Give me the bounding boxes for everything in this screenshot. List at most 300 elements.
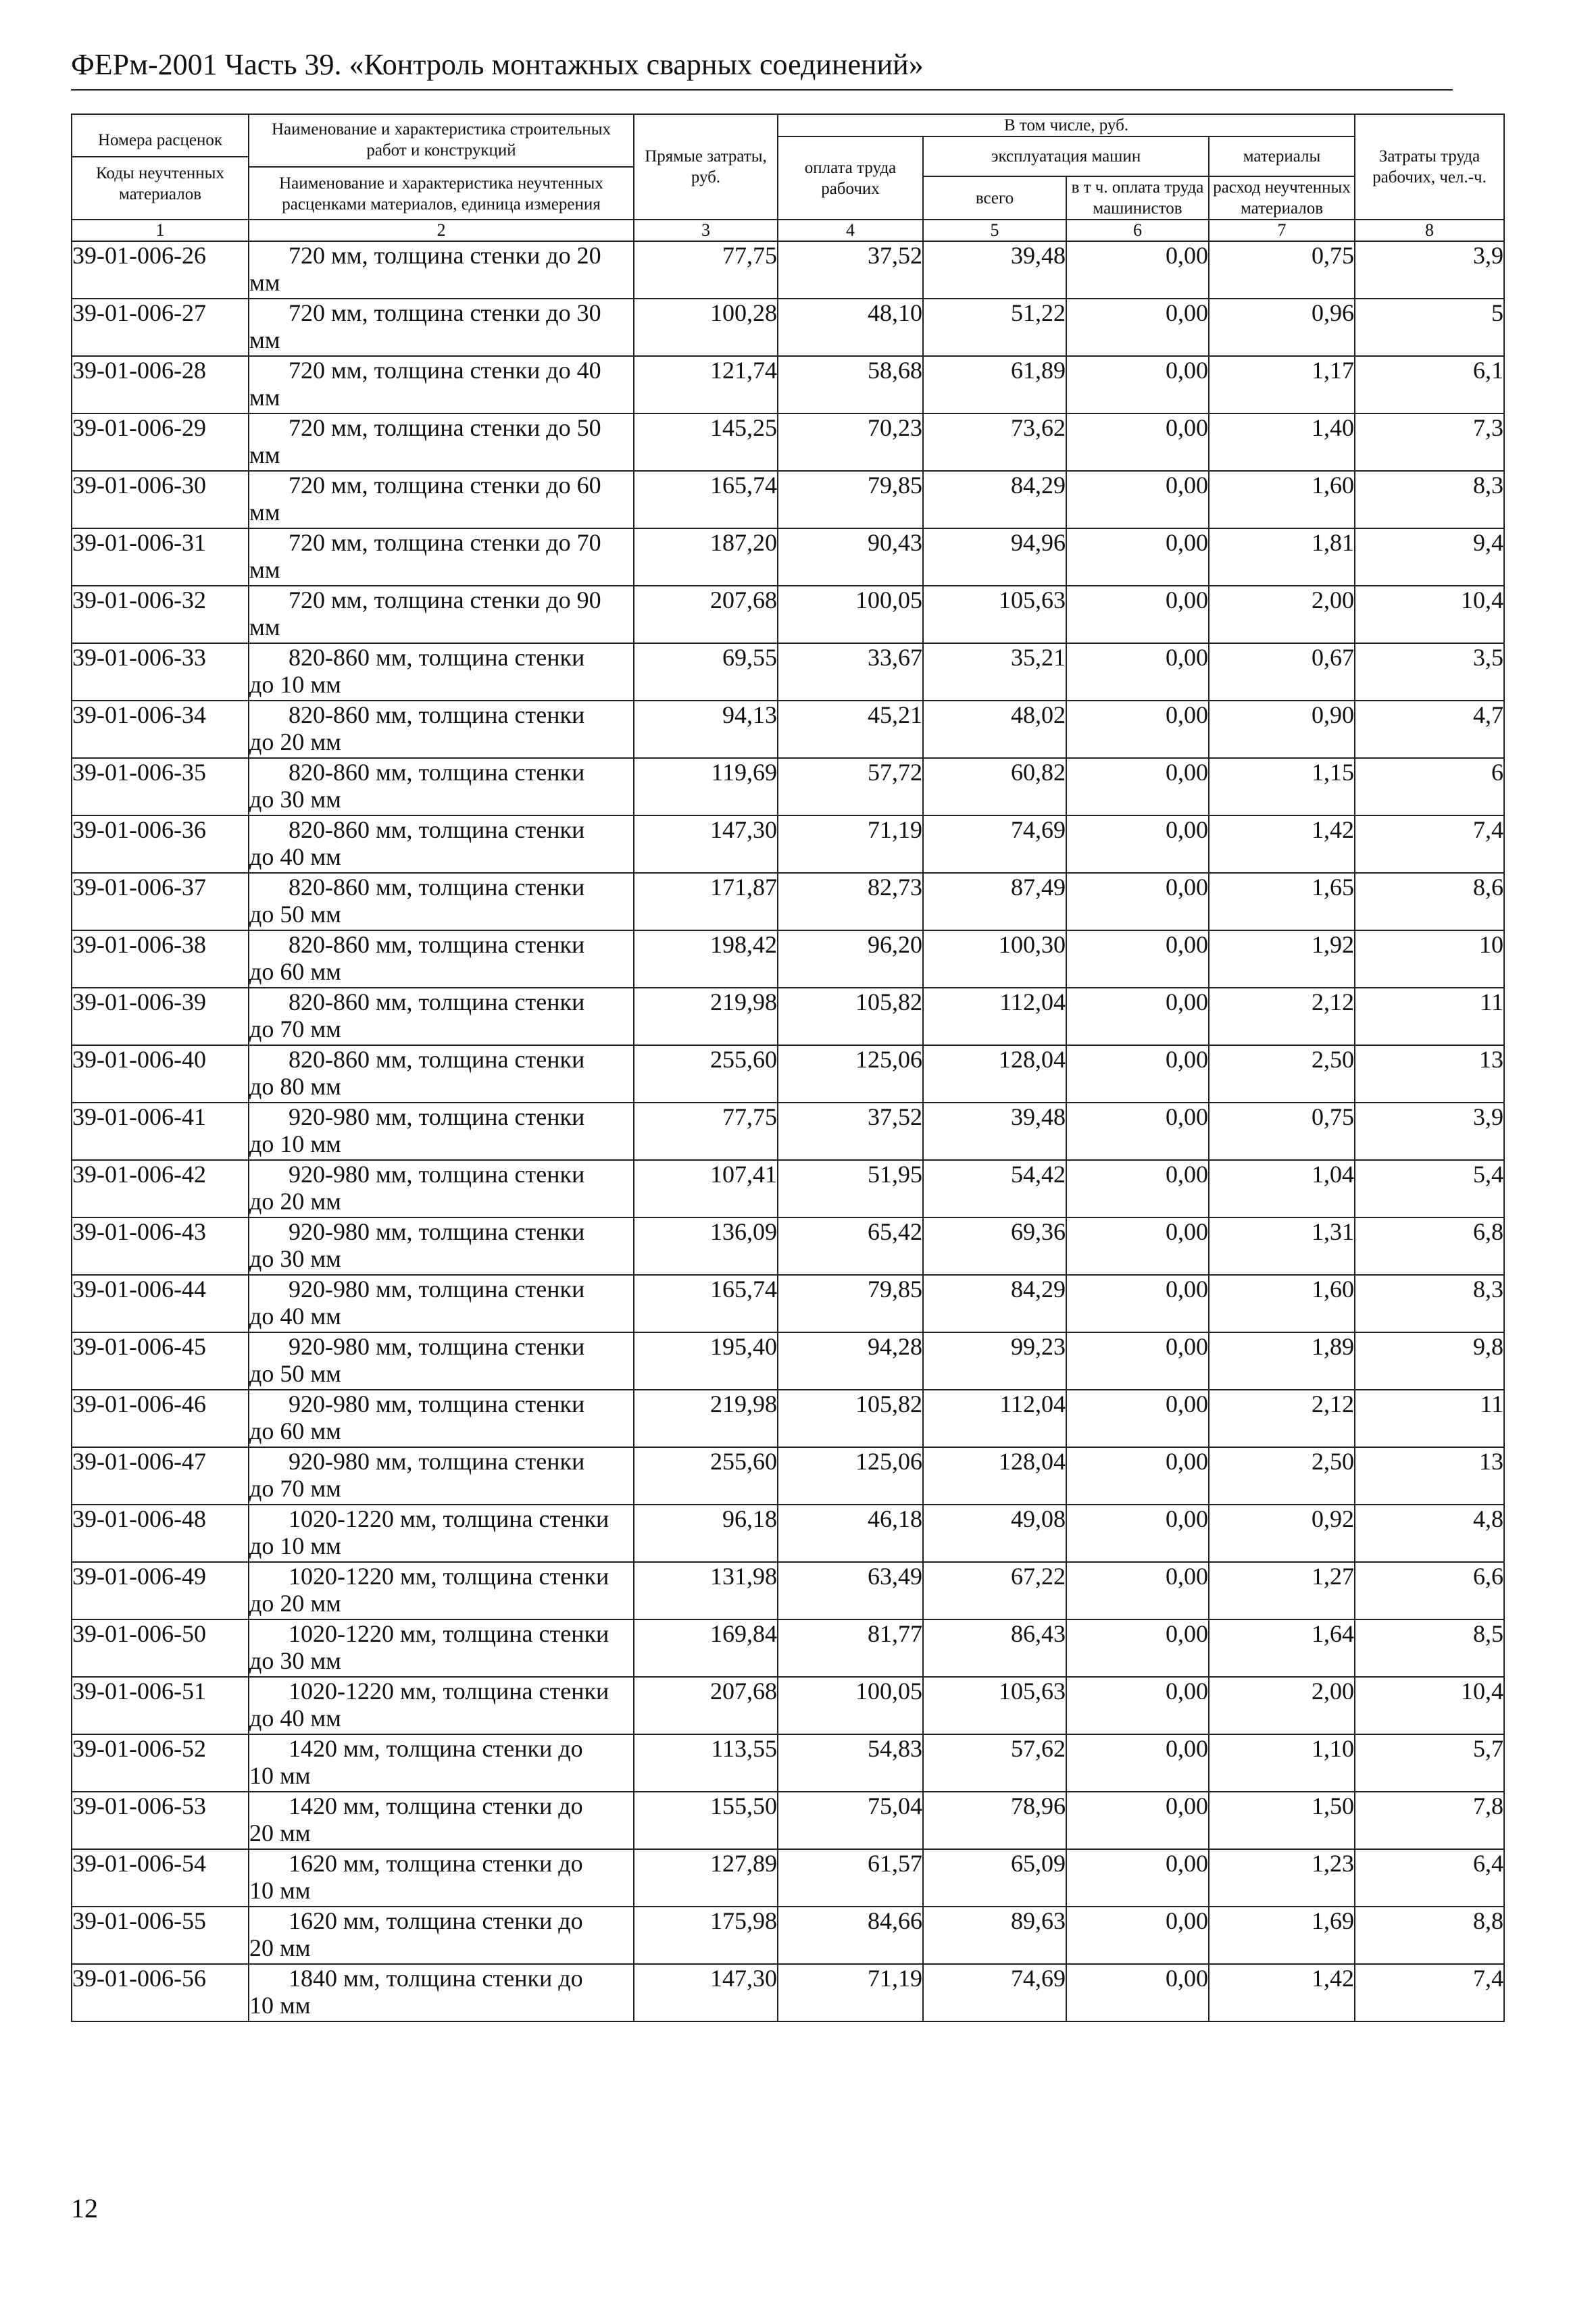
description-line-1: 720 мм, толщина стенки до 30 (289, 299, 601, 326)
header-direct-costs: Прямые затраты, руб. (634, 114, 778, 220)
labor-hours: 5,7 (1355, 1734, 1504, 1792)
rate-code: 39-01-006-36 (72, 815, 249, 873)
workers-wages: 100,05 (778, 1677, 923, 1734)
column-number: 1 (72, 220, 249, 241)
description-line-2: мм (249, 441, 280, 468)
machinists-wages: 0,00 (1066, 1045, 1209, 1103)
description-line-2: мм (249, 499, 280, 526)
work-description (249, 1332, 634, 1390)
description-line-1: 1620 мм, толщина стенки до (289, 1907, 583, 1934)
description-line-2: 10 мм (249, 1762, 311, 1789)
description-line-1: 820-860 мм, толщина стенки (289, 874, 585, 901)
description-line-1: 920-980 мм, толщина стенки (289, 1103, 585, 1130)
workers-wages: 79,85 (778, 471, 923, 528)
machinists-wages: 0,00 (1066, 758, 1209, 815)
direct-costs: 165,74 (634, 1275, 778, 1332)
header-codes (72, 114, 249, 220)
labor-hours: 3,9 (1355, 241, 1504, 299)
machines-total: 60,82 (923, 758, 1066, 815)
labor-hours: 7,8 (1355, 1792, 1504, 1849)
labor-hours: 7,4 (1355, 1964, 1504, 2021)
workers-wages: 63,49 (778, 1562, 923, 1619)
materials-consumption: 2,12 (1209, 988, 1355, 1045)
direct-costs: 219,98 (634, 988, 778, 1045)
header-rule (71, 89, 1453, 91)
labor-hours: 9,4 (1355, 528, 1504, 586)
table-row (72, 1332, 1504, 1390)
materials-consumption: 0,96 (1209, 299, 1355, 356)
materials-consumption: 1,10 (1209, 1734, 1355, 1792)
labor-hours: 4,8 (1355, 1505, 1504, 1562)
header-machines-group: эксплуатация машин (923, 136, 1209, 176)
work-description (249, 1907, 634, 1964)
description-line-1: 720 мм, толщина стенки до 70 (289, 529, 601, 556)
header-including-group: В том числе, руб. (778, 114, 1355, 136)
description-line-1: 820-860 мм, толщина стенки (289, 701, 585, 728)
table-row (72, 1792, 1504, 1849)
labor-hours: 6 (1355, 758, 1504, 815)
work-description (249, 1217, 634, 1275)
header-workers-wages: оплата труда рабочих (778, 136, 923, 220)
page-title: ФЕРм-2001 Часть 39. «Контроль монтажных сварных соединений» (71, 48, 924, 81)
rate-code: 39-01-006-52 (72, 1734, 249, 1792)
rate-code: 39-01-006-55 (72, 1907, 249, 1964)
description-line-1: 1420 мм, толщина стенки до (289, 1792, 583, 1819)
machinists-wages: 0,00 (1066, 413, 1209, 471)
materials-consumption: 1,64 (1209, 1619, 1355, 1677)
materials-consumption: 0,75 (1209, 1103, 1355, 1160)
description-line-2: мм (249, 613, 280, 640)
direct-costs: 94,13 (634, 701, 778, 758)
direct-costs: 127,89 (634, 1849, 778, 1907)
direct-costs: 69,55 (634, 643, 778, 701)
direct-costs: 147,30 (634, 815, 778, 873)
work-description (249, 1677, 634, 1734)
work-description (249, 988, 634, 1045)
work-description (249, 299, 634, 356)
work-description (249, 1160, 634, 1217)
machines-total: 54,42 (923, 1160, 1066, 1217)
direct-costs: 155,50 (634, 1792, 778, 1849)
table-row (72, 1734, 1504, 1792)
labor-hours: 10 (1355, 930, 1504, 988)
labor-hours: 7,4 (1355, 815, 1504, 873)
table-row (72, 1447, 1504, 1505)
work-description (249, 873, 634, 930)
description-line-1: 720 мм, толщина стенки до 20 (289, 242, 601, 269)
workers-wages: 51,95 (778, 1160, 923, 1217)
machinists-wages: 0,00 (1066, 471, 1209, 528)
direct-costs: 77,75 (634, 1103, 778, 1160)
description-line-1: 820-860 мм, толщина стенки (289, 644, 585, 671)
workers-wages: 37,52 (778, 1103, 923, 1160)
machinists-wages: 0,00 (1066, 873, 1209, 930)
header-works-name: Наименование и характеристика строительных работ и конструкций (271, 120, 611, 159)
table-row (72, 1160, 1504, 1217)
machines-total: 39,48 (923, 1103, 1066, 1160)
work-description (249, 528, 634, 586)
materials-consumption: 1,50 (1209, 1792, 1355, 1849)
header-names (249, 114, 634, 220)
machines-total: 39,48 (923, 241, 1066, 299)
direct-costs: 145,25 (634, 413, 778, 471)
description-line-2: до 50 мм (249, 901, 341, 928)
direct-costs: 207,68 (634, 586, 778, 643)
header-materials-consumption: расход неучтенных материалов (1209, 176, 1355, 220)
materials-consumption: 1,42 (1209, 1964, 1355, 2021)
description-line-2: до 30 мм (249, 1245, 341, 1272)
direct-costs: 119,69 (634, 758, 778, 815)
machines-total: 74,69 (923, 1964, 1066, 2021)
machinists-wages: 0,00 (1066, 1907, 1209, 1964)
labor-hours: 10,4 (1355, 586, 1504, 643)
workers-wages: 100,05 (778, 586, 923, 643)
table-row (72, 1562, 1504, 1619)
machines-total: 128,04 (923, 1045, 1066, 1103)
rate-code: 39-01-006-51 (72, 1677, 249, 1734)
materials-consumption: 1,69 (1209, 1907, 1355, 1964)
direct-costs: 113,55 (634, 1734, 778, 1792)
workers-wages: 48,10 (778, 299, 923, 356)
labor-hours: 5 (1355, 299, 1504, 356)
table-row (72, 471, 1504, 528)
table-body (72, 241, 1504, 2021)
description-line-1: 820-860 мм, толщина стенки (289, 816, 585, 843)
machines-total: 51,22 (923, 299, 1066, 356)
table-row (72, 1849, 1504, 1907)
direct-costs: 219,98 (634, 1390, 778, 1447)
workers-wages: 58,68 (778, 356, 923, 413)
table-row (72, 701, 1504, 758)
header-materials-group: материалы (1209, 136, 1355, 176)
machinists-wages: 0,00 (1066, 930, 1209, 988)
table-row (72, 1045, 1504, 1103)
direct-costs: 198,42 (634, 930, 778, 988)
description-line-2: до 20 мм (249, 1188, 341, 1215)
machinists-wages: 0,00 (1066, 1619, 1209, 1677)
direct-costs: 255,60 (634, 1447, 778, 1505)
workers-wages: 71,19 (778, 1964, 923, 2021)
description-line-1: 1020-1220 мм, толщина стенки (289, 1678, 609, 1705)
description-line-2: до 60 мм (249, 958, 341, 985)
direct-costs: 121,74 (634, 356, 778, 413)
machinists-wages: 0,00 (1066, 643, 1209, 701)
machines-total: 94,96 (923, 528, 1066, 586)
column-number: 2 (249, 220, 634, 241)
table-row (72, 586, 1504, 643)
materials-consumption: 1,60 (1209, 1275, 1355, 1332)
direct-costs: 107,41 (634, 1160, 778, 1217)
description-line-1: 720 мм, толщина стенки до 60 (289, 472, 601, 499)
description-line-2: до 70 мм (249, 1015, 341, 1042)
direct-costs: 169,84 (634, 1619, 778, 1677)
description-line-1: 720 мм, толщина стенки до 90 (289, 586, 601, 613)
work-description (249, 1734, 634, 1792)
work-description (249, 1849, 634, 1907)
labor-hours: 6,4 (1355, 1849, 1504, 1907)
workers-wages: 105,82 (778, 1390, 923, 1447)
machinists-wages: 0,00 (1066, 528, 1209, 586)
description-line-2: мм (249, 326, 280, 353)
description-line-1: 1840 мм, толщина стенки до (289, 1965, 583, 1992)
machinists-wages: 0,00 (1066, 988, 1209, 1045)
rate-code: 39-01-006-49 (72, 1562, 249, 1619)
table-row (72, 413, 1504, 471)
work-description (249, 758, 634, 815)
labor-hours: 8,6 (1355, 873, 1504, 930)
machinists-wages: 0,00 (1066, 1792, 1209, 1849)
description-line-2: 20 мм (249, 1934, 311, 1961)
work-description (249, 1103, 634, 1160)
direct-costs: 187,20 (634, 528, 778, 586)
materials-consumption: 2,00 (1209, 1677, 1355, 1734)
column-number: 8 (1355, 220, 1504, 241)
labor-hours: 8,3 (1355, 1275, 1504, 1332)
description-line-1: 1020-1220 мм, толщина стенки (289, 1505, 609, 1532)
table-row (72, 758, 1504, 815)
description-line-1: 820-860 мм, толщина стенки (289, 1046, 585, 1073)
description-line-2: до 50 мм (249, 1360, 341, 1387)
table-row (72, 1217, 1504, 1275)
machinists-wages: 0,00 (1066, 1275, 1209, 1332)
rate-code: 39-01-006-45 (72, 1332, 249, 1390)
work-description (249, 643, 634, 701)
machinists-wages: 0,00 (1066, 815, 1209, 873)
work-description (249, 1390, 634, 1447)
table-row (72, 1677, 1504, 1734)
work-description (249, 1964, 634, 2021)
header-labor-hours: Затраты труда рабочих, чел.-ч. (1355, 114, 1504, 220)
table-row (72, 1619, 1504, 1677)
materials-consumption: 1,89 (1209, 1332, 1355, 1390)
rate-code: 39-01-006-48 (72, 1505, 249, 1562)
work-description (249, 1505, 634, 1562)
machinists-wages: 0,00 (1066, 1160, 1209, 1217)
rate-code: 39-01-006-44 (72, 1275, 249, 1332)
machinists-wages: 0,00 (1066, 241, 1209, 299)
labor-hours: 6,1 (1355, 356, 1504, 413)
machinists-wages: 0,00 (1066, 1332, 1209, 1390)
direct-costs: 131,98 (634, 1562, 778, 1619)
direct-costs: 96,18 (634, 1505, 778, 1562)
machines-total: 84,29 (923, 1275, 1066, 1332)
description-line-2: до 10 мм (249, 1130, 341, 1157)
workers-wages: 65,42 (778, 1217, 923, 1275)
table-row (72, 1505, 1504, 1562)
description-line-2: до 40 мм (249, 1705, 341, 1732)
work-description (249, 1045, 634, 1103)
table-row (72, 930, 1504, 988)
rates-table (71, 114, 1505, 2022)
table-row (72, 1103, 1504, 1160)
rate-code: 39-01-006-33 (72, 643, 249, 701)
work-description (249, 356, 634, 413)
rate-code: 39-01-006-41 (72, 1103, 249, 1160)
rate-code: 39-01-006-54 (72, 1849, 249, 1907)
machinists-wages: 0,00 (1066, 586, 1209, 643)
machines-total: 48,02 (923, 701, 1066, 758)
column-number-row (72, 220, 1504, 241)
machines-total: 61,89 (923, 356, 1066, 413)
machinists-wages: 0,00 (1066, 356, 1209, 413)
description-line-1: 920-980 мм, толщина стенки (289, 1333, 585, 1360)
labor-hours: 11 (1355, 1390, 1504, 1447)
description-line-1: 1020-1220 мм, толщина стенки (289, 1563, 609, 1590)
machines-total: 86,43 (923, 1619, 1066, 1677)
workers-wages: 84,66 (778, 1907, 923, 1964)
machines-total: 87,49 (923, 873, 1066, 930)
machinists-wages: 0,00 (1066, 1103, 1209, 1160)
machinists-wages: 0,00 (1066, 1677, 1209, 1734)
materials-consumption: 0,75 (1209, 241, 1355, 299)
description-line-1: 920-980 мм, толщина стенки (289, 1448, 585, 1475)
workers-wages: 105,82 (778, 988, 923, 1045)
machines-total: 69,36 (923, 1217, 1066, 1275)
work-description (249, 1562, 634, 1619)
workers-wages: 61,57 (778, 1849, 923, 1907)
machines-total: 105,63 (923, 1677, 1066, 1734)
materials-consumption: 1,40 (1209, 413, 1355, 471)
description-line-2: до 70 мм (249, 1475, 341, 1502)
machines-total: 105,63 (923, 586, 1066, 643)
work-description (249, 471, 634, 528)
labor-hours: 7,3 (1355, 413, 1504, 471)
machines-total: 100,30 (923, 930, 1066, 988)
workers-wages: 82,73 (778, 873, 923, 930)
machines-total: 78,96 (923, 1792, 1066, 1849)
machines-total: 112,04 (923, 988, 1066, 1045)
direct-costs: 77,75 (634, 241, 778, 299)
labor-hours: 8,3 (1355, 471, 1504, 528)
description-line-2: до 20 мм (249, 1590, 341, 1617)
rate-code: 39-01-006-31 (72, 528, 249, 586)
labor-hours: 3,9 (1355, 1103, 1504, 1160)
workers-wages: 46,18 (778, 1505, 923, 1562)
materials-consumption: 0,67 (1209, 643, 1355, 701)
machinists-wages: 0,00 (1066, 1562, 1209, 1619)
header-rate-numbers: Номера расценок (97, 130, 223, 149)
description-line-2: мм (249, 384, 280, 411)
materials-consumption: 1,92 (1209, 930, 1355, 988)
labor-hours: 9,8 (1355, 1332, 1504, 1390)
machinists-wages: 0,00 (1066, 1964, 1209, 2021)
column-number: 3 (634, 220, 778, 241)
machinists-wages: 0,00 (1066, 1390, 1209, 1447)
rate-code: 39-01-006-53 (72, 1792, 249, 1849)
rate-code: 39-01-006-42 (72, 1160, 249, 1217)
table-header (72, 114, 1504, 241)
workers-wages: 71,19 (778, 815, 923, 873)
work-description (249, 815, 634, 873)
labor-hours: 6,6 (1355, 1562, 1504, 1619)
workers-wages: 33,67 (778, 643, 923, 701)
workers-wages: 37,52 (778, 241, 923, 299)
table-row (72, 299, 1504, 356)
machines-total: 57,62 (923, 1734, 1066, 1792)
direct-costs: 147,30 (634, 1964, 778, 2021)
description-line-2: мм (249, 556, 280, 583)
rate-code: 39-01-006-32 (72, 586, 249, 643)
description-line-2: до 40 мм (249, 1303, 341, 1330)
machinists-wages: 0,00 (1066, 299, 1209, 356)
machines-total: 99,23 (923, 1332, 1066, 1390)
rate-code: 39-01-006-28 (72, 356, 249, 413)
machinists-wages: 0,00 (1066, 1505, 1209, 1562)
machinists-wages: 0,00 (1066, 1849, 1209, 1907)
table-row (72, 643, 1504, 701)
work-description (249, 241, 634, 299)
work-description (249, 930, 634, 988)
direct-costs: 195,40 (634, 1332, 778, 1390)
description-line-1: 920-980 мм, толщина стенки (289, 1390, 585, 1417)
workers-wages: 45,21 (778, 701, 923, 758)
materials-consumption: 1,31 (1209, 1217, 1355, 1275)
table-row (72, 873, 1504, 930)
workers-wages: 96,20 (778, 930, 923, 988)
table-row (72, 815, 1504, 873)
header-materials-name: Наименование и характеристика неучтенных расценками материалов, единица измерения (249, 166, 633, 219)
rate-code: 39-01-006-34 (72, 701, 249, 758)
materials-consumption: 1,04 (1209, 1160, 1355, 1217)
column-number: 4 (778, 220, 923, 241)
labor-hours: 13 (1355, 1447, 1504, 1505)
labor-hours: 5,4 (1355, 1160, 1504, 1217)
materials-consumption: 2,50 (1209, 1447, 1355, 1505)
table-row (72, 356, 1504, 413)
description-line-1: 720 мм, толщина стенки до 50 (289, 414, 601, 441)
description-line-2: мм (249, 269, 280, 296)
machinists-wages: 0,00 (1066, 1447, 1209, 1505)
machines-total: 89,63 (923, 1907, 1066, 1964)
rate-code: 39-01-006-43 (72, 1217, 249, 1275)
workers-wages: 70,23 (778, 413, 923, 471)
machines-total: 35,21 (923, 643, 1066, 701)
materials-consumption: 0,92 (1209, 1505, 1355, 1562)
header-machines-total: всего (923, 176, 1066, 220)
rate-code: 39-01-006-47 (72, 1447, 249, 1505)
column-number: 5 (923, 220, 1066, 241)
machines-total: 67,22 (923, 1562, 1066, 1619)
table-row (72, 528, 1504, 586)
work-description (249, 1619, 634, 1677)
description-line-1: 920-980 мм, толщина стенки (289, 1161, 585, 1188)
direct-costs: 100,28 (634, 299, 778, 356)
description-line-1: 920-980 мм, толщина стенки (289, 1276, 585, 1303)
labor-hours: 10,4 (1355, 1677, 1504, 1734)
labor-hours: 13 (1355, 1045, 1504, 1103)
rate-code: 39-01-006-35 (72, 758, 249, 815)
machines-total: 49,08 (923, 1505, 1066, 1562)
direct-costs: 207,68 (634, 1677, 778, 1734)
workers-wages: 79,85 (778, 1275, 923, 1332)
description-line-2: до 80 мм (249, 1073, 341, 1100)
workers-wages: 94,28 (778, 1332, 923, 1390)
labor-hours: 6,8 (1355, 1217, 1504, 1275)
labor-hours: 4,7 (1355, 701, 1504, 758)
machinists-wages: 0,00 (1066, 701, 1209, 758)
workers-wages: 81,77 (778, 1619, 923, 1677)
description-line-2: до 30 мм (249, 1647, 341, 1674)
table-row (72, 1964, 1504, 2021)
direct-costs: 165,74 (634, 471, 778, 528)
rate-code: 39-01-006-37 (72, 873, 249, 930)
materials-consumption: 2,12 (1209, 1390, 1355, 1447)
workers-wages: 54,83 (778, 1734, 923, 1792)
machines-total: 74,69 (923, 815, 1066, 873)
description-line-1: 1620 мм, толщина стенки до (289, 1850, 583, 1877)
workers-wages: 125,06 (778, 1045, 923, 1103)
machinists-wages: 0,00 (1066, 1734, 1209, 1792)
